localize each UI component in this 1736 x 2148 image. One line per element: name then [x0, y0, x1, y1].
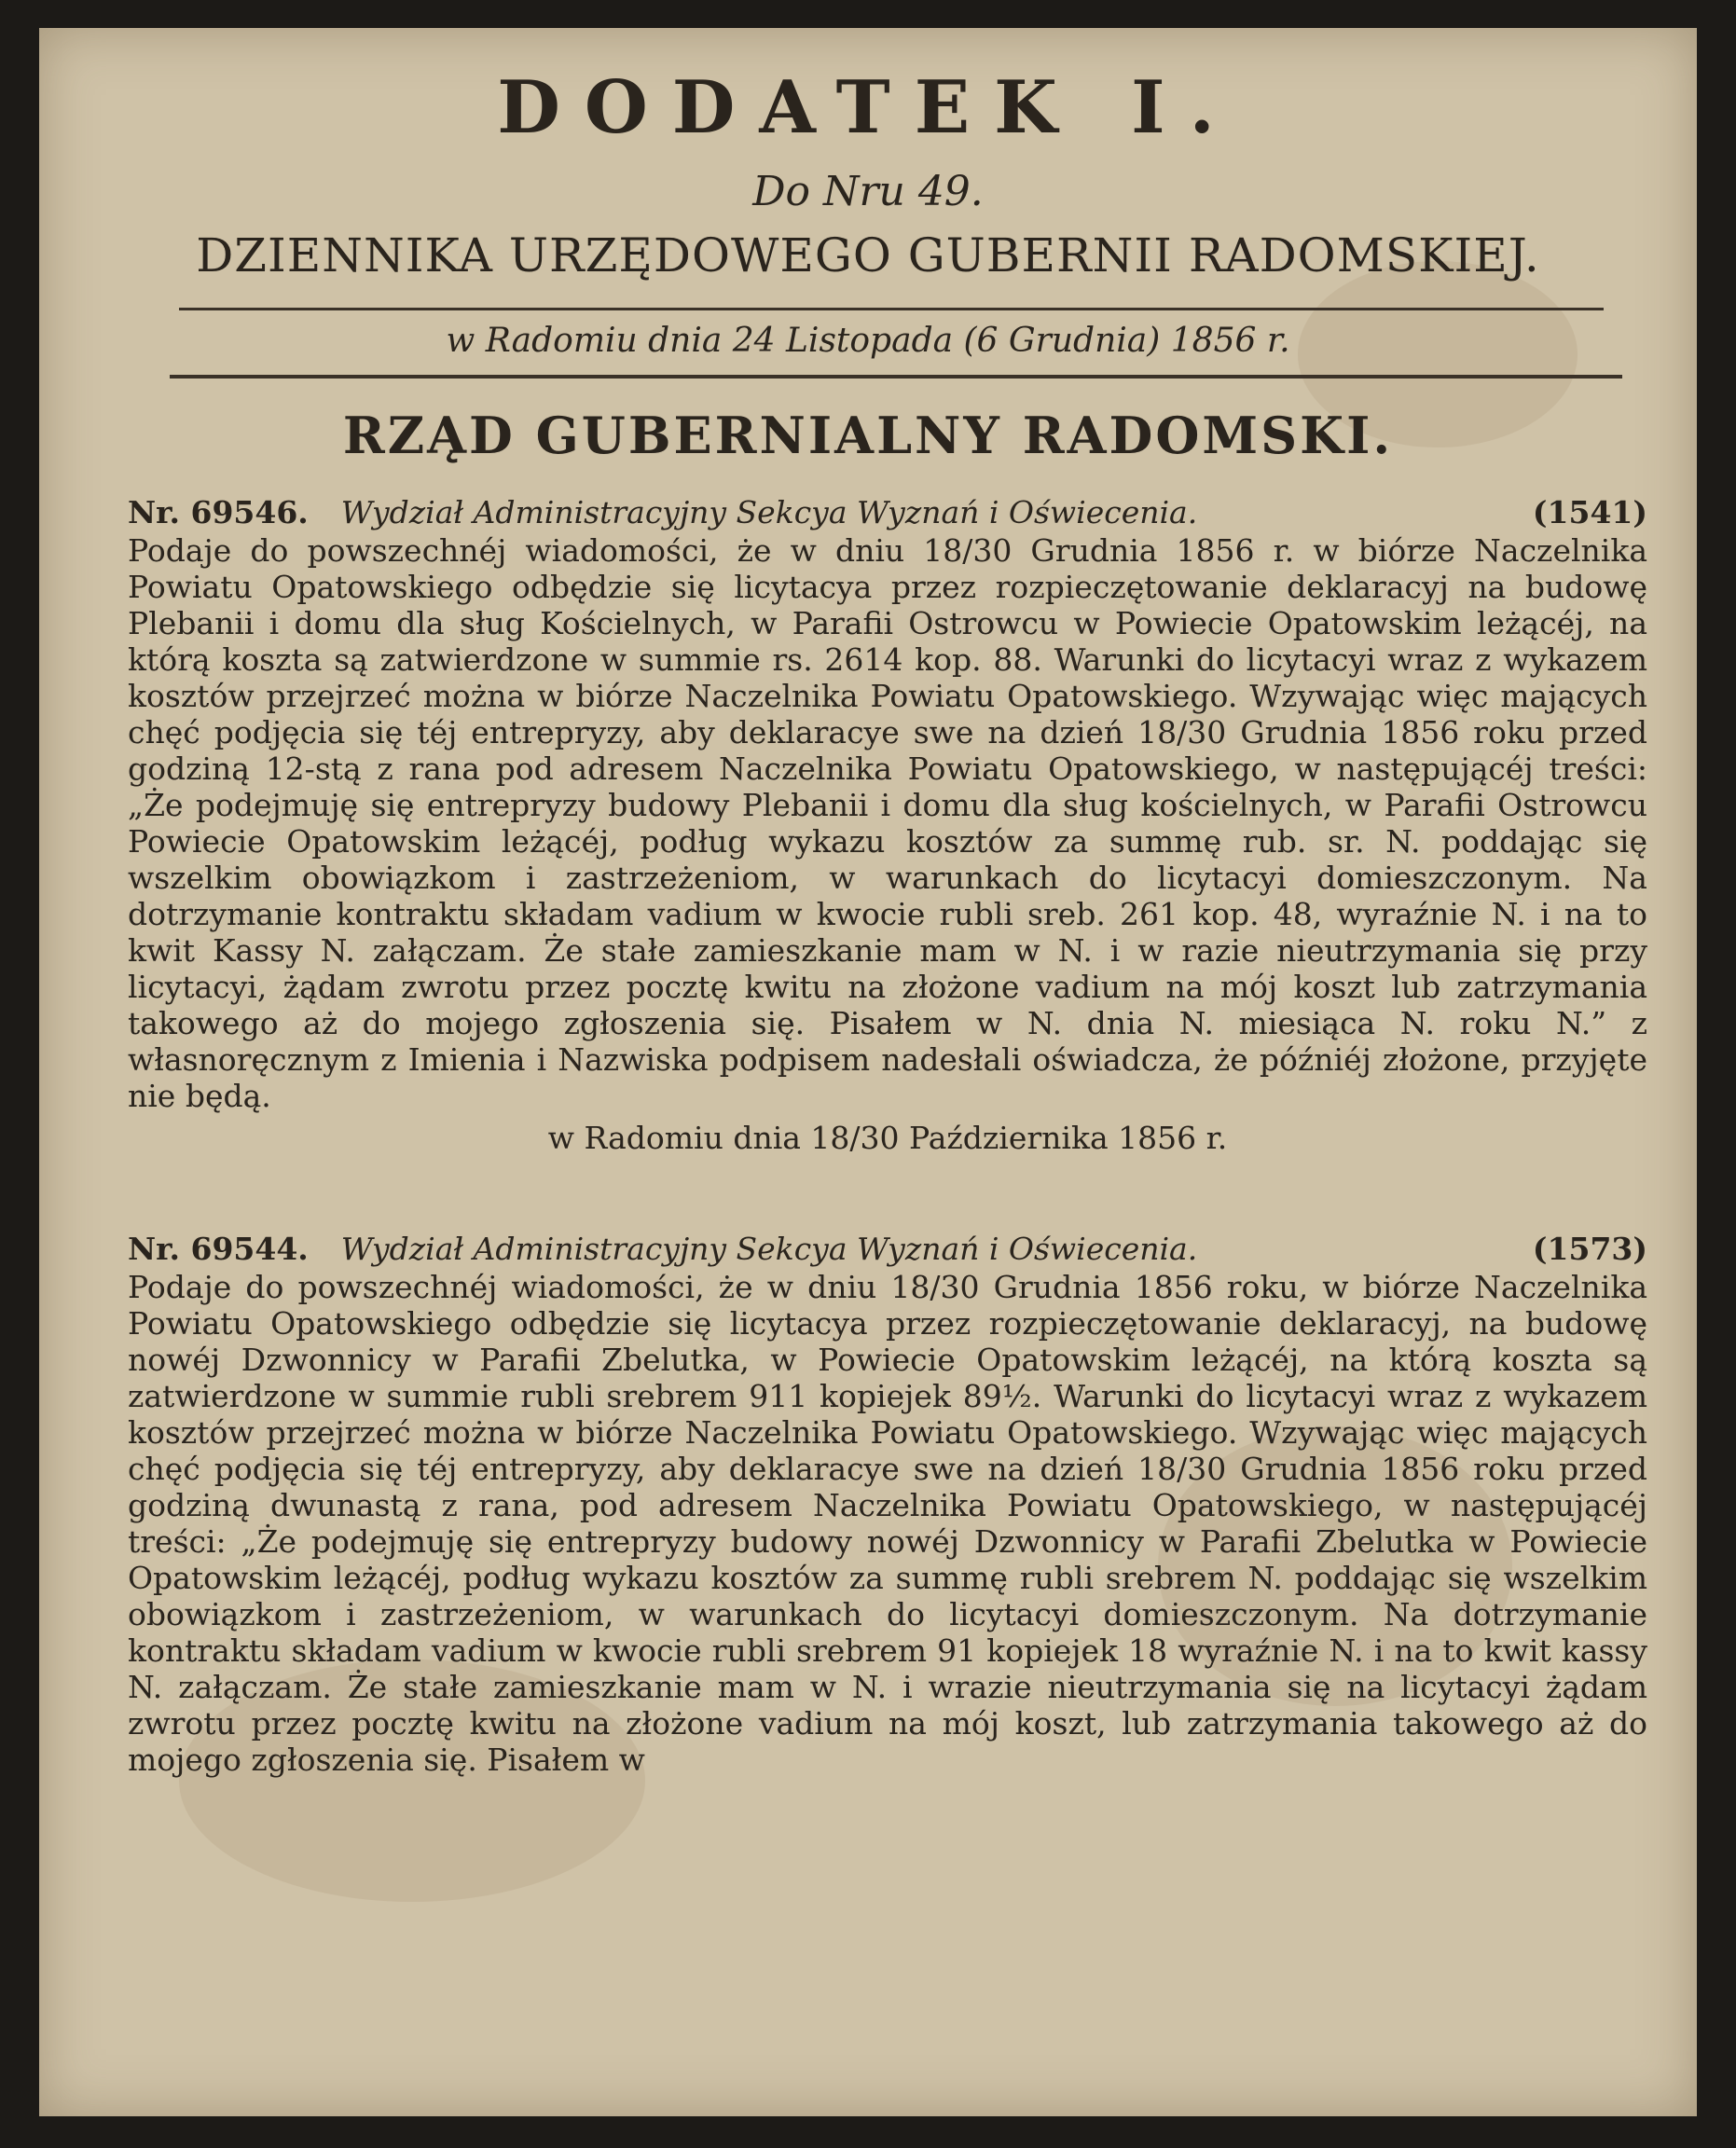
- header-divider: [179, 308, 1604, 310]
- issue-number: Do Nru 49.: [752, 168, 984, 215]
- notice-department: Wydział Administracyjny Sekcya Wyznań i Oświecenia.: [340, 1231, 1198, 1267]
- notice-number: Nr. 69544.: [128, 1231, 309, 1267]
- notice-body: Podaje do powszechnéj wiadomości, że w dniu 18/30 Grudnia 1856 r. w biórze Naczelnika Powiatu Opatowskiego odbędzie się licytacya przez rozpieczętowanie deklaracyj na budowę Plebanii i domu dla sług Kościelnych, w Parafii Ostrowcu w Powiecie Opatowskim leżącéj, na którą koszta są zatwierdzone w summie rs. 2614 kop. 88. Warunki do licytacyi wraz z wykazem kosztów przejrzeć można w biórze Naczelnika Powiatu Opatowskiego. Wzywając więc mających chęć podjęcia się téj entrepryzy, aby deklaracye swe na dzień 18/30 Grudnia 1856 roku przed godziną 12-stą z rana pod adresem Naczelnika Powiatu Opatowskiego, w następującéj treści: „Że podejmuję się entrepryzy budowy Plebanii i domu dla sług kościelnych, w Parafii Ostrowcu Powiecie Opatowskim leżącéj, podług wykazu kosztów za summę rub. sr. N. poddając się wszelkim obowiązkom i zastrzeżeniom, w warunkach do licytacyi domieszczonym. Na dotrzymanie kontraktu składam vadium w kwocie rubli sreb. 261 kop. 48, wyraźnie N. i na to kwit Kassy N. załączam. Że stałe zamieszkanie mam w N. i w razie nieutrzymania się przy licytacyi, żądam zwrotu przez pocztę kwitu na złożone vadium na mój koszt lub zatrzymania takowego aż do mojego zgłoszenia się. Pisałem w N. dnia N. miesiąca N. roku N.” z własnoręcznym z Imienia i Nazwiska podpisem nadesłali oświadcza, że późniéj złożone, przyjęte nie będą.: [128, 532, 1647, 1114]
- notice-reference: (1573): [1532, 1231, 1647, 1267]
- notice-number: Nr. 69546.: [128, 494, 309, 530]
- notice-1: [128, 494, 1647, 1156]
- dateline: w Radomiu dnia 24 Listopada (6 Grudnia) 1856 r.: [446, 322, 1290, 360]
- notice-body: Podaje do powszechnéj wiadomości, że w dniu 18/30 Grudnia 1856 roku, w biórze Naczelnika Powiatu Opatowskiego odbędzie się licytacya przez rozpieczętowanie deklaracyj, na budowę nowéj Dzwonnicy w Parafii Zbelutka, w Powiecie Opatowskim leżącéj, na którą koszta są zatwierdzone w summie rubli srebrem 911 kopiejek 89½. Warunki do licytacyi wraz z wykazem kosztów przejrzeć można w biórze Naczelnika Powiatu Opatowskiego. Wzywając więc mających chęć podjęcia się téj entrepryzy, aby deklaracye swe na dzień 18/30 Grudnia 1856 roku przed godziną dwunastą z rana, pod adresem Naczelnika Powiatu Opatowskiego, w następującéj treści: „Że podejmuję się entrepryzy budowy nowéj Dzwonnicy w Parafii Zbelutka w Powiecie Opatowskim leżącéj, podług wykazu kosztów za summę rubli srebrem N. poddając się wszelkim obowiązkom i zastrzeżeniom, w warunkach do licytacyi domieszczonym. Na dotrzymanie kontraktu składam vadium w kwocie rubli srebrem 91 kopiejek 18 wyraźnie N. i na to kwit kassy N. załączam. Że stałe zamieszkanie mam w N. i wrazie nieutrzymania się na licytacyi żądam zwrotu przez pocztę kwitu na złożone vadium na mój koszt, lub zatrzymania takowego aż do mojego zgłoszenia się. Pisałem w: [128, 1269, 1647, 1778]
- notice-2: [128, 1231, 1647, 1778]
- gazette-title: DZIENNIKA URZĘDOWEGO GUBERNII RADOMSKIEJ.: [196, 228, 1540, 282]
- notice-department: Wydział Administracyjny Sekcya Wyznań i Oświecenia.: [340, 494, 1198, 530]
- office-heading: RZĄD GUBERNIALNY RADOMSKI.: [342, 406, 1394, 465]
- document-page: [39, 28, 1697, 2116]
- notice-header: [128, 1231, 1647, 1267]
- supplement-title: DODATEK I.: [497, 65, 1239, 150]
- notice-signature: w Radomiu dnia 18/30 Października 1856 r.: [547, 1120, 1228, 1156]
- notice-reference: (1541): [1532, 494, 1647, 530]
- header-divider-lower: [170, 375, 1622, 379]
- notice-header: [128, 494, 1647, 530]
